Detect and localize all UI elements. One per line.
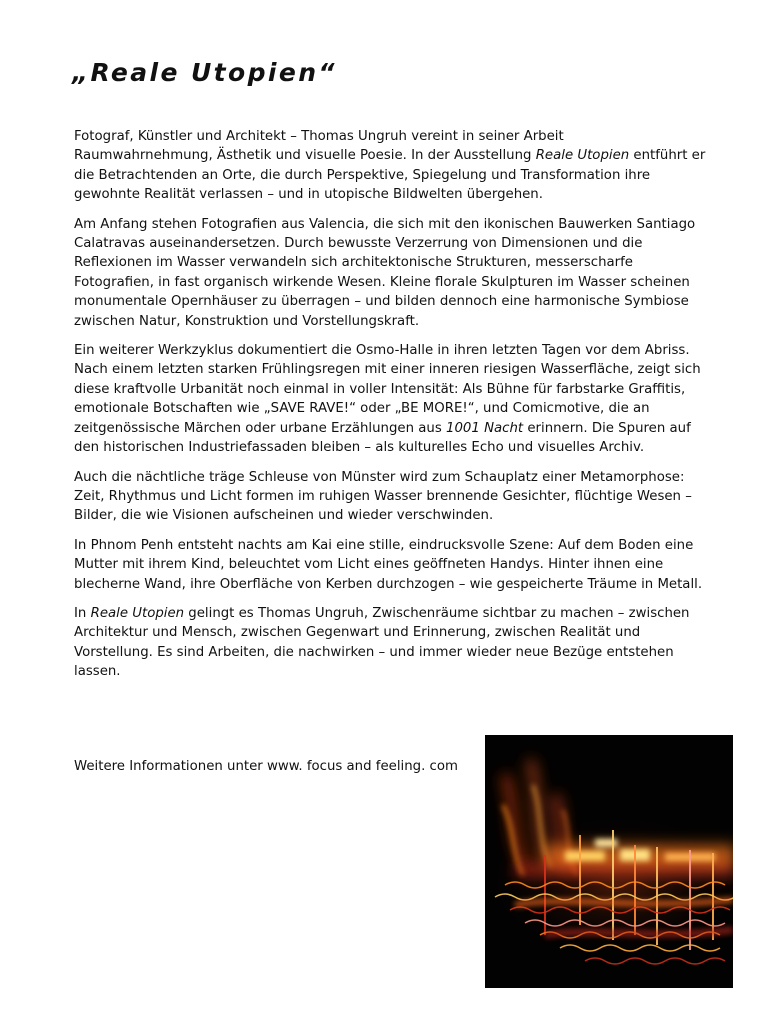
more-info-text: Weitere Informationen unter www. focus and feeling. com xyxy=(74,759,458,774)
paragraph-text: Fotograf, Künstler und Architekt – Thomas Ungruh vereint in seiner Arbeit Raumwahrnehmung, Ästhetik und visuelle Poesie. In der Ausstellung xyxy=(74,129,564,164)
night-water-reflection-photo xyxy=(485,735,733,988)
exhibition-title-emphasis: Reale Utopien xyxy=(535,148,630,164)
photo-artwork xyxy=(485,735,733,988)
paragraph-osmo-halle xyxy=(74,341,706,457)
paragraph-text: erinnern. Die Spuren auf den historischen Industriefassaden bleiben – als kulturelles Echo und visuelles Archiv. xyxy=(74,420,691,456)
paragraph-valencia: Am Anfang stehen Fotografien aus Valencia, die sich mit den ikonischen Bauwerken Santiago Calatravas auseinandersetzen. Durch bewusste Verzerrung von Dimensionen und die Reflexionen im Wasser verwandeln sich architektonische Strukturen, messerscharfe Fotografien, in fast organisch wirkende Wesen. Kleine florale Skulpturen im Wasser scheinen monumentale Opernhäuser zu überragen – und bilden dennoch eine harmonische Symbiose zwischen Natur, Konstruktion und Vorstellungskraft. xyxy=(74,216,696,329)
exhibition-title-emphasis: Reale Utopien xyxy=(90,605,185,621)
paragraph-muenster: Auch die nächtliche träge Schleuse von Münster wird zum Schauplatz einer Metamorphose: Zeit, Rhythmus und Licht formen im ruhigen Wasser brennende Gesichter, flüchtige Wesen – Bilder, die wie Visionen aufscheinen und wieder verschwinden. xyxy=(74,469,692,524)
paragraph-text: entführt er die Betrachtenden an Orte, die durch Perspektive, Spiegelung und Transformation ihre gewohnte Realität verlassen – und in utopische Bildwelten übergehen. xyxy=(74,148,706,203)
paragraph-text: gelingt es Thomas Ungruh, Zwischenräume sichtbar zu machen – zwischen Architektur und Mensch, zwischen Gegenwart und Erinnerung, zwischen Realität und Vorstellung. Es sind Arbeiten, die nachwirken – und immer wieder neue Bezüge entstehen lassen. xyxy=(74,605,690,680)
paragraph-text: Ein weiterer Werkzyklus dokumentiert die Osmo-Halle in ihren letzten Tagen vor dem Abriss. Nach einem letzten starken Frühlingsregen mit einer inneren riesigen Wasserfläche, zeigt sich diese kraftvolle Urbanität noch einmal in voller Intensität: Als Bühne für farbstarke Graffitis, emotionale Botschaften wie „SAVE RAVE!“ oder „BE MORE!“, und Comicmotive, die an zeitgenössische Märchen oder urbane Erzählungen aus xyxy=(74,343,701,436)
paragraph-conclusion xyxy=(74,604,706,682)
paragraph-intro xyxy=(74,127,706,205)
paragraph-phnom-penh: In Phnom Penh entsteht nachts am Kai eine stille, eindrucksvolle Szene: Auf dem Boden eine Mutter mit ihrem Kind, beleuchtet vom Licht eines geöffneten Handys. Hinter ihnen eine blecherne Wand, ihre Oberfläche von Kerben durchzogen – wie gespeicherte Träume in Metall. xyxy=(74,537,703,592)
article-body xyxy=(74,127,706,692)
page-title: „Reale Utopien“ xyxy=(72,58,337,87)
paragraph-text: In xyxy=(74,605,91,621)
nacht-emphasis: 1001 Nacht xyxy=(446,420,524,436)
